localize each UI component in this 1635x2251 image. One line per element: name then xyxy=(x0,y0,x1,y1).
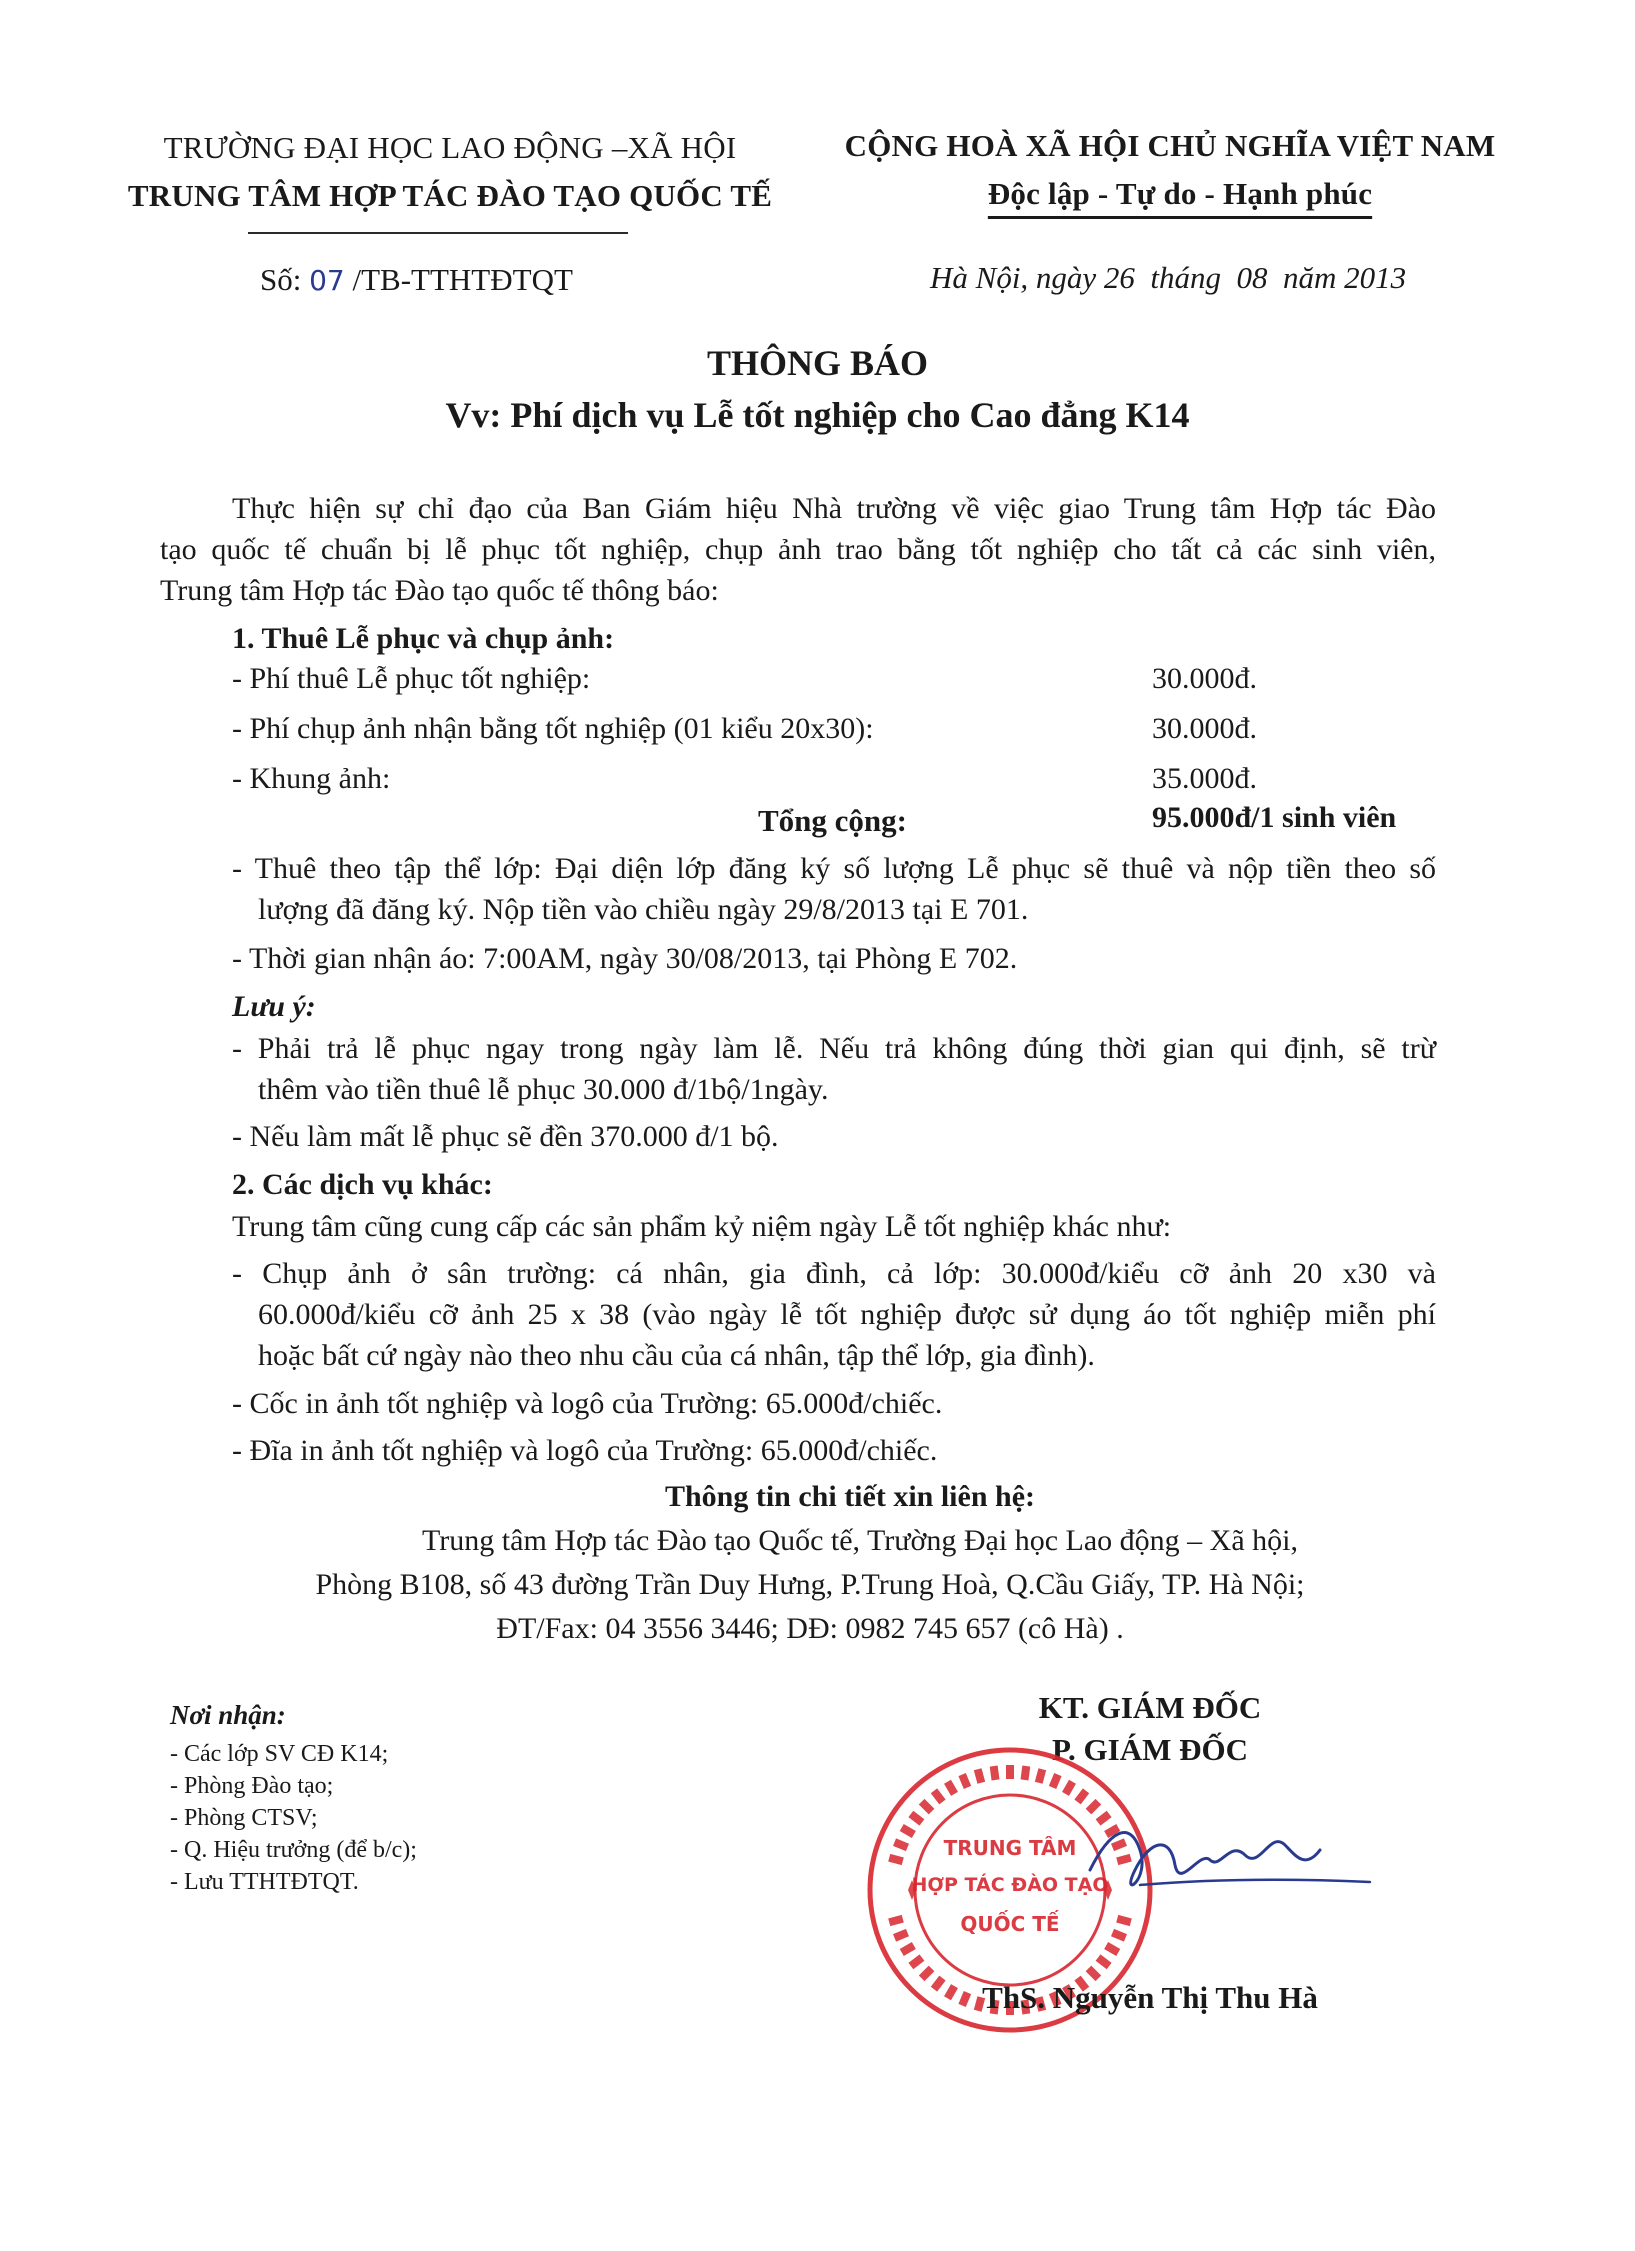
recipient-item: - Phòng CTSV; xyxy=(170,1805,318,1831)
recipients-heading: Nơi nhận: xyxy=(170,1700,286,1730)
fee-label: - Phí chụp ảnh nhận bằng tốt nghiệp (01 kiểu 20x30): xyxy=(232,712,874,745)
stamp-ring-mark xyxy=(900,1942,916,1956)
rent-line-2: lượng đã đăng ký. Nộp tiền vào chiều ngày 29/8/2013 tại E 701. xyxy=(258,893,1029,926)
rent-line-1: - Thuê theo tập thể lớp: Đại diện lớp đăng ký số lượng Lễ phục sẽ thuê và nộp tiền theo số xyxy=(232,852,1436,885)
photo-line-2: 60.000đ/kiểu cỡ ảnh 25 x 38 (vào ngày lễ tốt nghiệp được sử dụng áo tốt nghiệp miễn phí xyxy=(258,1298,1436,1331)
stamp-ring-mark xyxy=(958,1773,971,1789)
total-value: 95.000đ/1 sinh viên xyxy=(1152,801,1397,834)
intro-line-2: tạo quốc tế chuẩn bị lễ phục tốt nghiệp, chụp ảnh trao bằng tốt nghiệp cho tất cả các sinh viên, xyxy=(160,533,1436,566)
stamp-ring-mark xyxy=(944,1780,958,1796)
handwritten-signature xyxy=(1080,1810,1380,1920)
stamp-ring-mark xyxy=(990,1766,1000,1781)
header-left-divider xyxy=(248,232,628,234)
number-prefix: Số: xyxy=(260,262,302,297)
fee-amount: 35.000đ. xyxy=(1152,762,1257,795)
total-label: Tổng cộng: xyxy=(758,803,907,838)
intro-line-1: Thực hiện sự chỉ đạo của Ban Giám hiệu Nhà trường về việc giao Trung tâm Hợp tác Đào xyxy=(232,492,1436,525)
contact-heading: Thông tin chi tiết xin liên hệ: xyxy=(664,1480,1036,1513)
recipients-list xyxy=(170,1738,417,1898)
contact-line-1: Trung tâm Hợp tác Đào tạo Quốc tế, Trường Đại học Lao động – Xã hội, xyxy=(422,1524,1298,1557)
handwritten-number: 07 xyxy=(309,264,345,297)
stamp-ring-mark xyxy=(893,1838,909,1851)
fee-amount: 30.000đ. xyxy=(1152,712,1257,745)
stamp-ring-mark xyxy=(1049,1773,1062,1789)
fee-row xyxy=(232,762,1432,802)
signature-title-2: P. GIÁM ĐỐC xyxy=(1051,1732,1249,1767)
stamp-ring-mark xyxy=(919,1799,935,1815)
national-title: CỘNG HOÀ XÃ HỘI CHỦ NGHĨA VIỆT NAM xyxy=(844,128,1496,163)
stamp-line-1: TRUNG TÂM xyxy=(943,1836,1077,1860)
signature-scribble-icon xyxy=(1080,1810,1380,1920)
stamp-ring-mark xyxy=(1104,1942,1120,1956)
stamp-ring-mark xyxy=(1096,1954,1112,1969)
national-motto: Độc lập - Tự do - Hạnh phúc xyxy=(987,176,1373,211)
document-number xyxy=(260,262,573,298)
note-heading: Lưu ý: xyxy=(232,990,316,1023)
stamp-ring-mark xyxy=(888,1854,904,1865)
disc-service: - Đĩa in ảnh tốt nghiệp và logô của Trường: 65.000đ/chiếc. xyxy=(232,1434,938,1467)
stamp-ring-mark xyxy=(888,1915,904,1926)
stamp-ring-mark xyxy=(1111,1929,1127,1942)
section2-heading: 2. Các dịch vụ khác: xyxy=(232,1168,493,1201)
number-suffix: /TB-TTHTĐTQT xyxy=(352,262,573,297)
note-1-line-2: thêm vào tiền thuê lễ phục 30.000 đ/1bộ/1ngày. xyxy=(258,1073,829,1106)
school-name: TRƯỜNG ĐẠI HỌC LAO ĐỘNG –XÃ HỘI xyxy=(163,130,737,165)
signer-name: ThS. Nguyễn Thị Thu Hà xyxy=(982,1980,1318,2015)
photo-line-1: - Chụp ảnh ở sân trường: cá nhân, gia đình, cả lớp: 30.000đ/kiểu cỡ ảnh 20 x30 và xyxy=(232,1257,1436,1290)
note-1-line-1: - Phải trả lễ phục ngay trong ngày làm lễ. Nếu trả không đúng thời gian qui định, sẽ trừ xyxy=(232,1032,1436,1065)
stamp-ring-mark xyxy=(908,1954,924,1969)
stamp-ring-mark xyxy=(1021,1766,1031,1781)
fee-row xyxy=(232,712,1432,752)
recipient-item: - Các lớp SV CĐ K14; xyxy=(170,1741,389,1767)
stamp-ring-mark xyxy=(900,1824,916,1838)
stamp-ring-mark xyxy=(974,1768,985,1784)
stamp-ring-mark xyxy=(1062,1780,1076,1796)
stamp-ring-mark xyxy=(919,1966,935,1982)
stamp-ring-mark xyxy=(1006,1765,1014,1779)
recipient-item: - Q. Hiệu trưởng (để b/c); xyxy=(170,1837,417,1863)
signature-title-1: KT. GIÁM ĐỐC xyxy=(1038,1690,1262,1725)
photo-line-3: hoặc bất cứ ngày nào theo nhu cầu của cá nhân, tập thể lớp, gia đình). xyxy=(258,1339,1095,1372)
pickup-time: - Thời gian nhận áo: 7:00AM, ngày 30/08/2013, tại Phòng E 702. xyxy=(232,942,1018,975)
stamp-ring-mark xyxy=(1074,1788,1089,1804)
cup-service: - Cốc in ảnh tốt nghiệp và logô của Trường: 65.000đ/chiếc. xyxy=(232,1387,943,1420)
section1-heading: 1. Thuê Lễ phục và chụp ảnh: xyxy=(232,622,615,655)
fee-label: - Khung ảnh: xyxy=(232,762,391,795)
stamp-line-2: HỢP TÁC ĐÀO TẠO xyxy=(911,1874,1109,1896)
stamp-line-3: QUỐC TẾ xyxy=(960,1912,1060,1936)
fee-label: - Phí thuê Lễ phục tốt nghiệp: xyxy=(232,662,591,695)
document-subject: Vv: Phí dịch vụ Lễ tốt nghiệp cho Cao đẳng K14 xyxy=(445,395,1190,435)
contact-line-3: ĐT/Fax: 04 3556 3446; DĐ: 0982 745 657 (cô Hà) . xyxy=(496,1612,1124,1645)
document-date: Hà Nội, ngày 26 tháng 08 năm 2013 xyxy=(930,260,1407,295)
recipient-item: - Phòng Đào tạo; xyxy=(170,1773,334,1799)
section2-intro: Trung tâm cũng cung cấp các sản phẩm kỷ niệm ngày Lễ tốt nghiệp khác như: xyxy=(232,1210,1172,1243)
stamp-ring-mark xyxy=(1086,1966,1102,1982)
fee-amount: 30.000đ. xyxy=(1152,662,1257,695)
stamp-ring-mark xyxy=(893,1929,909,1942)
recipient-item: - Lưu TTHTĐTQT. xyxy=(170,1869,359,1895)
stamp-ring-mark xyxy=(1035,1768,1046,1784)
fee-row xyxy=(232,662,1432,702)
note-2: - Nếu làm mất lễ phục sẽ đền 370.000 đ/1 bộ. xyxy=(232,1120,779,1153)
intro-line-3: Trung tâm Hợp tác Đào tạo quốc tế thông báo: xyxy=(160,574,719,607)
stamp-ring-mark xyxy=(908,1811,924,1826)
stamp-ring-mark xyxy=(931,1788,946,1804)
contact-line-2: Phòng B108, số 43 đường Trần Duy Hưng, P.Trung Hoà, Q.Cầu Giấy, TP. Hà Nội; xyxy=(315,1568,1305,1601)
center-name: TRUNG TÂM HỢP TÁC ĐÀO TẠO QUỐC TẾ xyxy=(127,178,773,213)
document-title: THÔNG BÁO xyxy=(706,343,929,383)
